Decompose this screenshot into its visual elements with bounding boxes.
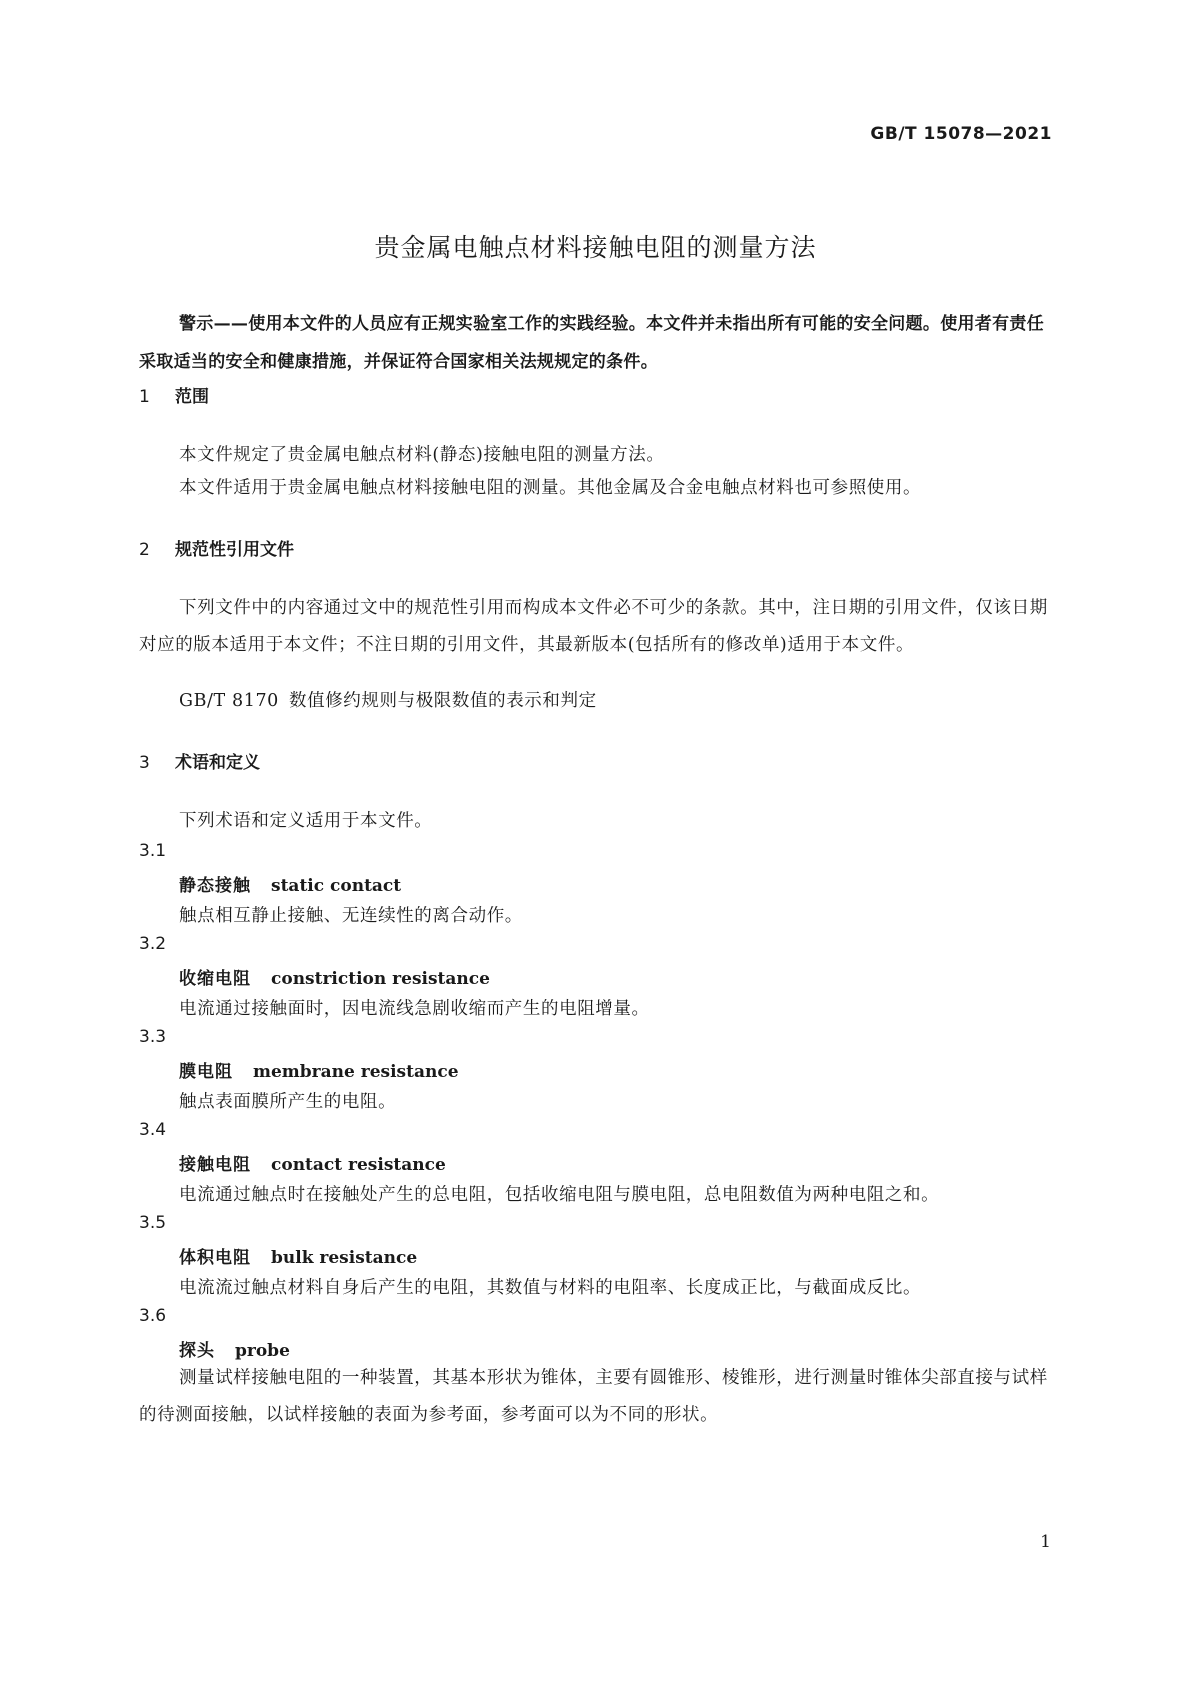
- section-1-number: 1: [139, 387, 150, 407]
- term-en: probe: [235, 1341, 290, 1361]
- term-definition: 触点表面膜所产生的电阻。: [179, 1092, 397, 1112]
- reference-title: 数值修约规则与极限数值的表示和判定: [289, 691, 597, 711]
- term-zh: 膜电阻: [179, 1062, 233, 1082]
- reference-code: GB/T 8170: [179, 691, 279, 711]
- section-1-title: 范围: [175, 387, 209, 407]
- section-1-para-2: 本文件适用于贵金属电触点材料接触电阻的测量。其他金属及合金电触点材料也可参照使用。: [179, 478, 922, 498]
- term-zh: 体积电阻: [179, 1248, 251, 1268]
- section-2-title: 规范性引用文件: [175, 540, 294, 560]
- term-zh: 静态接触: [179, 876, 251, 896]
- term-definition: 电流通过接触面时，因电流线急剧收缩而产生的电阻增量。: [179, 999, 650, 1019]
- section-3-title: 术语和定义: [175, 753, 260, 773]
- term-definition: 电流流过触点材料自身后产生的电阻，其数值与材料的电阻率、长度成正比，与截面成反比。: [179, 1278, 922, 1298]
- section-1-heading: [139, 382, 209, 407]
- section-3-number: 3: [139, 753, 150, 773]
- warning-paragraph: 警示——使用本文件的人员应有正规实验室工作的实践经验。本文件并未指出所有可能的安全问题。使用者有责任采取适当的安全和健康措施，并保证符合国家相关法规规定的条件。: [139, 314, 1044, 372]
- term-number: 3.4: [139, 1120, 167, 1140]
- page-number: 1: [1040, 1532, 1051, 1552]
- term-en: constriction resistance: [271, 969, 490, 989]
- term-en: membrane resistance: [253, 1062, 459, 1082]
- document-title: 贵金属电触点材料接触电阻的测量方法: [374, 233, 817, 262]
- section-3-intro: 下列术语和定义适用于本文件。: [179, 811, 433, 831]
- term-definition: 测量试样接触电阻的一种装置，其基本形状为锥体，主要有圆锥形、棱锥形，进行测量时锥体尖部直接与试样的待测面接触，以试样接触的表面为参考面，参考面可以为不同的形状。: [139, 1368, 1048, 1425]
- term-en: contact resistance: [271, 1155, 446, 1175]
- term-zh: 探头: [179, 1341, 215, 1361]
- term-en: bulk resistance: [271, 1248, 418, 1268]
- term-number: 3.1: [139, 841, 167, 861]
- section-2-para-1: 下列文件中的内容通过文中的规范性引用而构成本文件必不可少的条款。其中，注日期的引用文件，仅该日期对应的版本适用于本文件；不注日期的引用文件，其最新版本(包括所有的修改单)适用于本文件。: [139, 598, 1048, 655]
- term-en: static contact: [271, 876, 402, 896]
- term-heading: [179, 871, 401, 896]
- term-number: 3.6: [139, 1306, 167, 1326]
- term-definition: 电流通过触点时在接触处产生的总电阻，包括收缩电阻与膜电阻，总电阻数值为两种电阻之和。: [179, 1185, 940, 1205]
- term-number: 3.3: [139, 1027, 167, 1047]
- term-number: 3.2: [139, 934, 167, 954]
- section-1-para-1: 本文件规定了贵金属电触点材料(静态)接触电阻的测量方法。: [179, 445, 665, 465]
- term-heading: [179, 1150, 446, 1175]
- term-heading: [179, 1057, 459, 1082]
- term-heading: [179, 1243, 417, 1268]
- standard-code: GB/T 15078—2021: [870, 124, 1052, 144]
- term-heading: [179, 1336, 290, 1361]
- section-2-heading: [139, 535, 294, 560]
- section-2-number: 2: [139, 540, 150, 560]
- section-3-heading: [139, 748, 260, 773]
- term-zh: 接触电阻: [179, 1155, 251, 1175]
- term-heading: [179, 964, 490, 989]
- term-definition: 触点相互静止接触、无连续性的离合动作。: [179, 906, 523, 926]
- term-number: 3.5: [139, 1213, 167, 1233]
- normative-reference: [179, 687, 597, 712]
- term-zh: 收缩电阻: [179, 969, 251, 989]
